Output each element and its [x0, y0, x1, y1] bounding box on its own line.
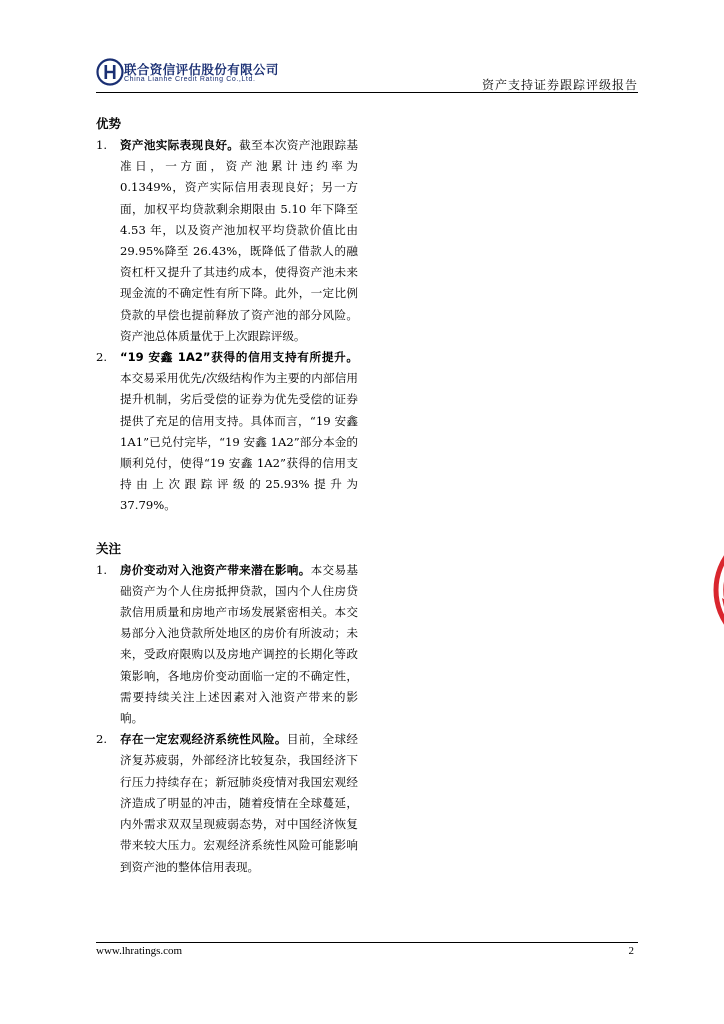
item-text: 目前，全球经济复苏疲弱，外部经济比较复杂，我国经济下行压力持续存在；新冠肺炎疫情对我国宏观经济造成了明显的冲击，随着疫情在全球蔓延，内外需求双双呈现疲弱态势，对中国经济恢复带来较大压力。宏观经济系统性风险可能影响到资产池的整体信用表现。 [120, 732, 358, 874]
company-logo-icon [96, 58, 124, 86]
item-number: 2. [96, 732, 108, 747]
item-text: 本交易基础资产为个人住房抵押贷款，国内个人住房贷款信用质量和房地产市场发展紧密相关。本交易部分入池贷款所处地区的房价有所波动；未来，受政府限购以及房地产调控的长期化等政策影响，各地房价变动面临一定的不确定性，需要持续关注上述因素对入池资产带来的影响。 [120, 562, 358, 726]
concern-item-1 [96, 560, 358, 730]
item-lead: “19 安鑫 1A2”获得的信用支持有所提升。 [120, 350, 358, 365]
report-title: 资产支持证券跟踪评级报告 [481, 78, 638, 92]
concern-item-2 [96, 729, 358, 877]
header-divider [96, 92, 638, 93]
company-name-en: China Lianhe Credit Rating Co.,Ltd. [124, 76, 256, 83]
concerns-title: 关注 [96, 540, 122, 556]
item-number: 1. [96, 138, 108, 152]
item-text: 本交易采用优先/次级结构作为主要的内部信用提升机制，劣后受偿的证券为优先受偿的证券提供了充足的信用支持。具体而言，“19 安鑫 1A1”已兑付完毕，“19 安鑫 1A2”部分本金的顺利兑付，使得“19 安鑫 1A2”获得的信用支持由上次跟踪评级的25.93%提升为 37.79%。 [120, 371, 358, 513]
company-name-cn: 联合资信评估股份有限公司 [124, 62, 279, 77]
item-lead: 资产池实际表现良好。 [120, 138, 240, 152]
item-number: 2. [96, 350, 108, 365]
strengths-title: 优势 [96, 116, 122, 131]
seal-stamp-icon [706, 520, 724, 660]
item-number: 1. [96, 562, 108, 577]
item-lead: 存在一定宏观经济系统性风险。 [120, 732, 287, 747]
strength-item-1 [96, 135, 358, 347]
footer-divider [96, 942, 638, 943]
strength-item-2 [96, 347, 358, 517]
item-lead: 房价变动对入池资产带来潜在影响。 [120, 562, 311, 577]
page-number: 2 [628, 945, 634, 957]
main-content [96, 113, 358, 878]
footer-website: www.lhratings.com [96, 945, 183, 957]
item-text: 截至本次资产池跟踪基准日，一方面，资产池累计违约率为0.1349%，资产实际信用表现良好；另一方面，加权平均贷款剩余期限由 5.10 年下降至 4.53 年，以及资产池加权平均贷款价值比由 29.95%降至 26.43%，既降低了借款人的融资杠杆又提升了其违约成本，使得资产池未来现金流的不确定性有所下降。此外，一定比例贷款的早偿也提前释放了资产池的部分风险。资产池总体质量优于上次跟踪评级。 [120, 138, 358, 343]
